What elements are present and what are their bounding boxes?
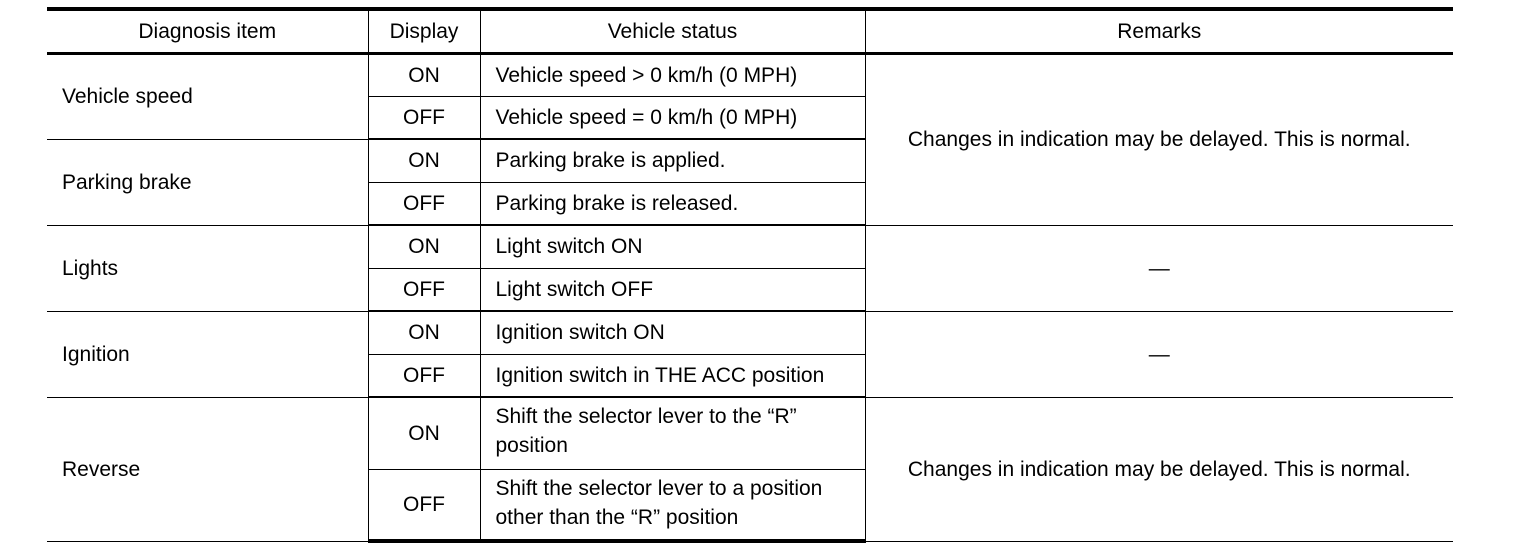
vehicle-status: Shift the selector lever to a position other than the “R” position xyxy=(480,469,865,541)
header-diagnosis-item: Diagnosis item xyxy=(47,9,368,53)
display-value: OFF xyxy=(368,182,480,225)
item-lights: Lights xyxy=(47,225,368,311)
header-vehicle-status: Vehicle status xyxy=(480,9,865,53)
vehicle-status: Light switch ON xyxy=(480,225,865,268)
table-header-row xyxy=(47,9,1453,53)
item-parking-brake: Parking brake xyxy=(47,139,368,225)
table-row xyxy=(47,397,1453,469)
header-display: Display xyxy=(368,9,480,53)
display-value: OFF xyxy=(368,96,480,139)
remarks-reverse: Changes in indication may be delayed. This is normal. xyxy=(865,397,1453,541)
display-value: ON xyxy=(368,139,480,182)
vehicle-status: Ignition switch in THE ACC position xyxy=(480,354,865,397)
vehicle-status: Light switch OFF xyxy=(480,268,865,311)
display-value: ON xyxy=(368,311,480,354)
display-value: ON xyxy=(368,225,480,268)
diagnosis-table xyxy=(47,7,1453,543)
table-row xyxy=(47,311,1453,354)
vehicle-status: Shift the selector lever to the “R” position xyxy=(480,397,865,469)
display-value: OFF xyxy=(368,469,480,541)
vehicle-status: Parking brake is released. xyxy=(480,182,865,225)
table-row xyxy=(47,53,1453,96)
display-value: OFF xyxy=(368,268,480,311)
display-value: ON xyxy=(368,397,480,469)
display-value: OFF xyxy=(368,354,480,397)
table-row xyxy=(47,225,1453,268)
display-value: ON xyxy=(368,53,480,96)
remarks-speed-brake: Changes in indication may be delayed. This is normal. xyxy=(865,53,1453,225)
header-remarks: Remarks xyxy=(865,9,1453,53)
vehicle-status: Vehicle speed > 0 km/h (0 MPH) xyxy=(480,53,865,96)
item-reverse: Reverse xyxy=(47,397,368,541)
vehicle-status: Parking brake is applied. xyxy=(480,139,865,182)
remarks-ignition: — xyxy=(865,311,1453,397)
vehicle-status: Ignition switch ON xyxy=(480,311,865,354)
vehicle-status: Vehicle speed = 0 km/h (0 MPH) xyxy=(480,96,865,139)
item-ignition: Ignition xyxy=(47,311,368,397)
item-vehicle-speed: Vehicle speed xyxy=(47,53,368,139)
remarks-lights: — xyxy=(865,225,1453,311)
